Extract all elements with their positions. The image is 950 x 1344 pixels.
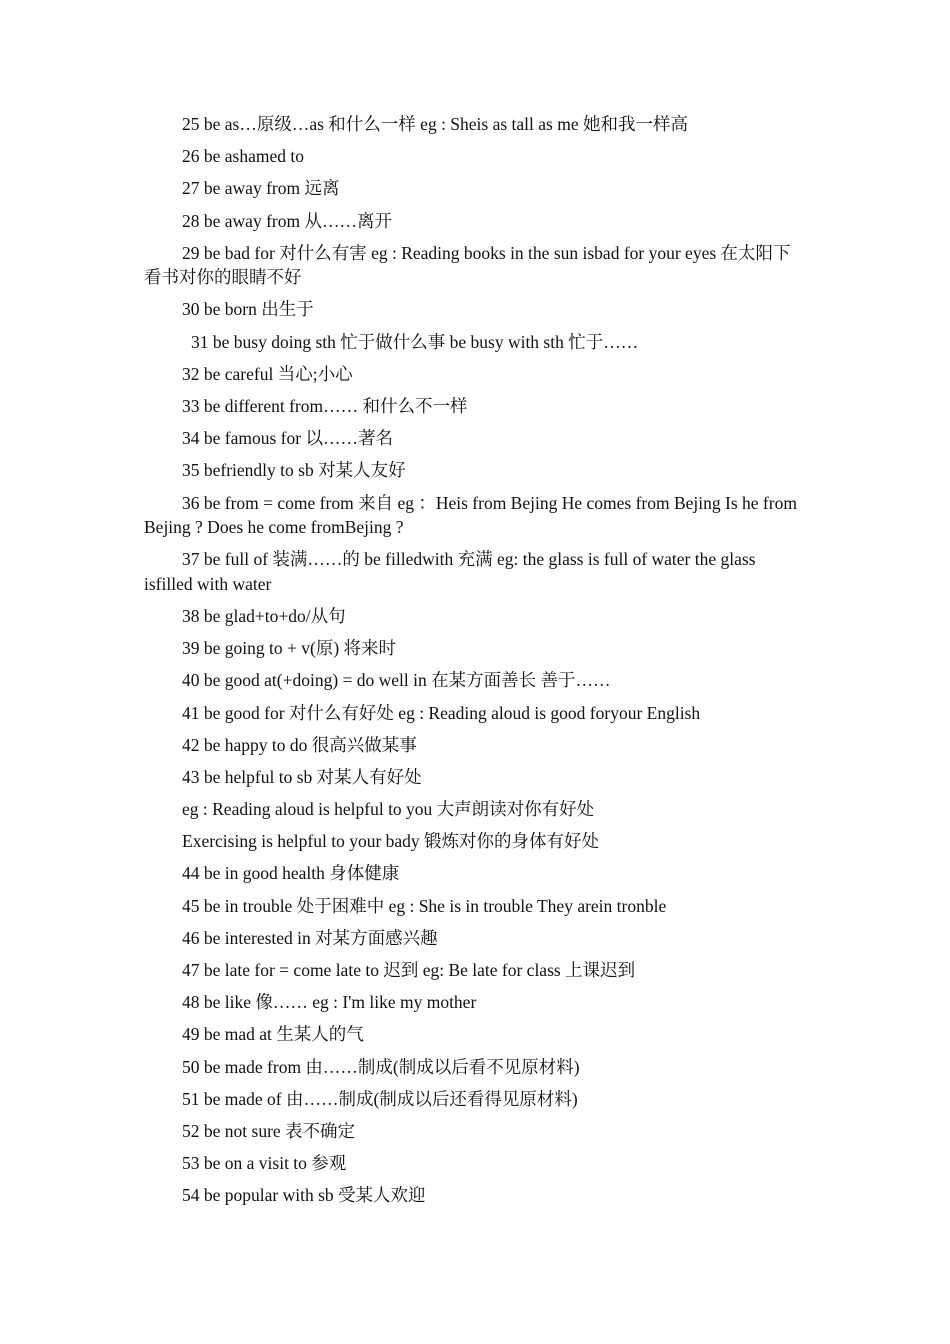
list-item: 45 be in trouble 处于困难中 eg : She is in trouble They arein tronble xyxy=(182,895,667,916)
list-item: 25 be as…原级…as 和什么一样 eg : Sheis as tall as me 她和我一样高 xyxy=(182,114,688,134)
list-item: 37 be full of 装满……的 be filledwith 充满 eg: the glass is full of water the glass isfilled with water xyxy=(144,549,756,594)
list-item: 43 be helpful to sb 对某人有好处 xyxy=(182,766,422,787)
list-item: 38 be glad+to+do/从句 xyxy=(182,605,346,626)
list-item: 36 be from = come from 来自 eg ：Heis from Bejing He comes from Bejing Is he from Bejing ? Does he come fromBejing ? xyxy=(144,492,797,538)
list-item: 48 be like 像…… eg : I'm like my mother xyxy=(182,992,477,1013)
list-item: 33 be different from…… 和什么不一样 xyxy=(182,396,468,416)
list-item: 28 be away from 从……离开 xyxy=(182,210,392,231)
list-item: 26 be ashamed to xyxy=(182,146,304,167)
list-item: 31 be busy doing sth 忙于做什么事 be busy with sth 忙于…… xyxy=(191,331,639,352)
list-item: 50 be made from 由……制成(制成以后看不见原材料) xyxy=(182,1056,580,1077)
list-item: 54 be popular with sb 受某人欢迎 xyxy=(182,1185,426,1206)
list-item: 53 be on a visit to 参观 xyxy=(182,1153,347,1174)
list-item: 41 be good for 对什么有好处 eg : Reading aloud is good foryour English xyxy=(182,702,701,723)
list-item: eg : Reading aloud is helpful to you 大声朗读对你有好处 xyxy=(182,799,595,820)
list-item: 47 be late for = come late to 迟到 eg: Be late for class 上课迟到 xyxy=(182,960,636,980)
list-item: 42 be happy to do 很高兴做某事 xyxy=(182,734,417,755)
list-item: 35 befriendly to sb 对某人友好 xyxy=(182,460,406,481)
list-item: 32 be careful 当心;小心 xyxy=(182,363,353,384)
list-item: 52 be not sure 表不确定 xyxy=(182,1120,356,1141)
list-item: Exercising is helpful to your bady 锻炼对你的身体有好处 xyxy=(182,831,600,852)
list-item: 40 be good at(+doing) = do well in 在某方面善长 善于…… xyxy=(182,670,611,691)
list-item: 49 be mad at 生某人的气 xyxy=(182,1024,364,1045)
list-item: 44 be in good health 身体健康 xyxy=(182,863,400,884)
list-item: 34 be famous for 以……著名 xyxy=(182,428,393,449)
phrase-list xyxy=(144,112,808,1216)
list-item: 51 be made of 由……制成(制成以后还看得见原材料) xyxy=(182,1088,578,1109)
list-item: 39 be going to + v(原) 将来时 xyxy=(182,638,397,659)
list-item: 30 be born 出生于 xyxy=(182,299,314,320)
list-item: 27 be away from 远离 xyxy=(182,178,340,199)
list-item: 46 be interested in 对某方面感兴趣 xyxy=(182,927,438,948)
list-item: 29 be bad for 对什么有害 eg : Reading books in the sun isbad for your eyes 在太阳下看书对你的眼睛不好 xyxy=(144,242,791,288)
